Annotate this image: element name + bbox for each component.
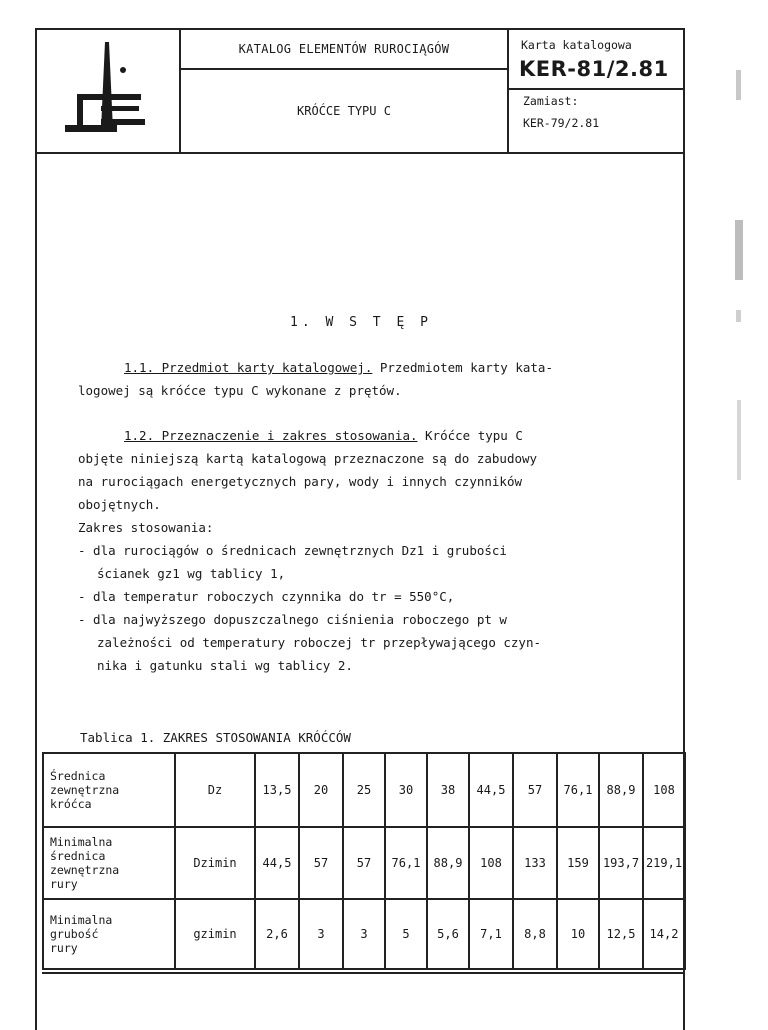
section-1-1-line-1 [124, 360, 553, 375]
section-1-2-line-1 [124, 428, 523, 443]
cell: 12,5 [599, 899, 643, 969]
card-label: Karta katalogowa [521, 38, 632, 52]
instead-number: KER-79/2.81 [523, 116, 600, 130]
row-symbol: Dz [175, 753, 255, 827]
bullet-2-line-1: - dla temperatur roboczych czynnika do tr = 550°C, [78, 589, 455, 604]
cell: 159 [557, 827, 599, 899]
section-1-2-title: 1.2. Przeznaczenie i zakres stosowania. [124, 428, 418, 443]
section-1-2-text: Króćce typu C [417, 428, 523, 443]
section-1-1-text: Przedmiotem karty kata- [372, 360, 553, 375]
cell: 88,9 [427, 827, 469, 899]
factory-logo-icon [37, 30, 179, 152]
row-symbol: gzimin [175, 899, 255, 969]
cell: 3 [299, 899, 343, 969]
section-1-1-title: 1.1. Przedmiot karty katalogowej. [124, 360, 373, 375]
scope-label: Zakres stosowania: [78, 520, 214, 535]
table-row-min-pipe-diameter [43, 827, 685, 899]
card-number-cell [509, 30, 683, 152]
bullet-1-line-1: - dla rurociągów o średnicach zewnętrznych Dz1 i grubości [78, 543, 507, 558]
cell: 57 [343, 827, 385, 899]
bullet-3-line-1: - dla najwyższego dopuszczalnego ciśnienia roboczego pt w [78, 612, 507, 627]
card-number-box [509, 30, 683, 90]
cell: 30 [385, 753, 427, 827]
instead-label: Zamiast: [523, 94, 579, 108]
cell: 76,1 [557, 753, 599, 827]
scan-edge-marks [734, 60, 744, 500]
row-label: Średnica zewnętrzna króćca [43, 753, 175, 827]
cell: 13,5 [255, 753, 299, 827]
cell: 57 [513, 753, 557, 827]
table-1 [42, 752, 686, 970]
cell: 108 [643, 753, 685, 827]
table-1-caption: Tablica 1. ZAKRES STOSOWANIA KRÓĆCÓW [80, 730, 351, 745]
table-row-min-wall-thickness [43, 899, 685, 969]
cell: 7,1 [469, 899, 513, 969]
cell: 2,6 [255, 899, 299, 969]
type-name: KRÓĆCE TYPU C [297, 104, 391, 118]
cell: 38 [427, 753, 469, 827]
section-1-2-line-4: obojętnych. [78, 497, 161, 512]
cell: 133 [513, 827, 557, 899]
cell: 108 [469, 827, 513, 899]
row-label: Minimalna grubość rury [43, 899, 175, 969]
catalog-title: KATALOG ELEMENTÓW RUROCIĄGÓW [181, 30, 507, 70]
cell: 219,1 [643, 827, 685, 899]
cell: 25 [343, 753, 385, 827]
cell: 5,6 [427, 899, 469, 969]
title-cell [181, 30, 509, 152]
section-heading: 1. W S T Ę P [290, 315, 432, 330]
section-1-2-line-3: na rurociągach energetycznych pary, wody i innych czynników [78, 474, 523, 489]
row-symbol: Dzimin [175, 827, 255, 899]
bullet-1-line-2: ścianek gz1 wg tablicy 1, [97, 566, 286, 581]
section-1-2-line-2: objęte niniejszą kartą katalogową przeznaczone są do zabudowy [78, 451, 538, 466]
cell: 10 [557, 899, 599, 969]
cell: 44,5 [469, 753, 513, 827]
cell: 44,5 [255, 827, 299, 899]
cell: 193,7 [599, 827, 643, 899]
cell: 3 [343, 899, 385, 969]
cell: 5 [385, 899, 427, 969]
cell: 20 [299, 753, 343, 827]
table-row-outer-diameter [43, 753, 685, 827]
logo-cell [37, 30, 181, 152]
cell: 57 [299, 827, 343, 899]
bottom-rule [42, 972, 684, 974]
cell: 8,8 [513, 899, 557, 969]
section-1-1-line-2: logowej są króćce typu C wykonane z prętów. [78, 383, 402, 398]
cell: 88,9 [599, 753, 643, 827]
bullet-3-line-2: zależności od temperatury roboczej tr przepływającego czyn- [97, 635, 542, 650]
cell: 76,1 [385, 827, 427, 899]
cell: 14,2 [643, 899, 685, 969]
bullet-3-line-3: nika i gatunku stali wg tablicy 2. [97, 658, 353, 673]
row-label: Minimalna średnica zewnętrzna rury [43, 827, 175, 899]
header-block [37, 30, 683, 154]
card-number: KER-81/2.81 [519, 57, 669, 81]
